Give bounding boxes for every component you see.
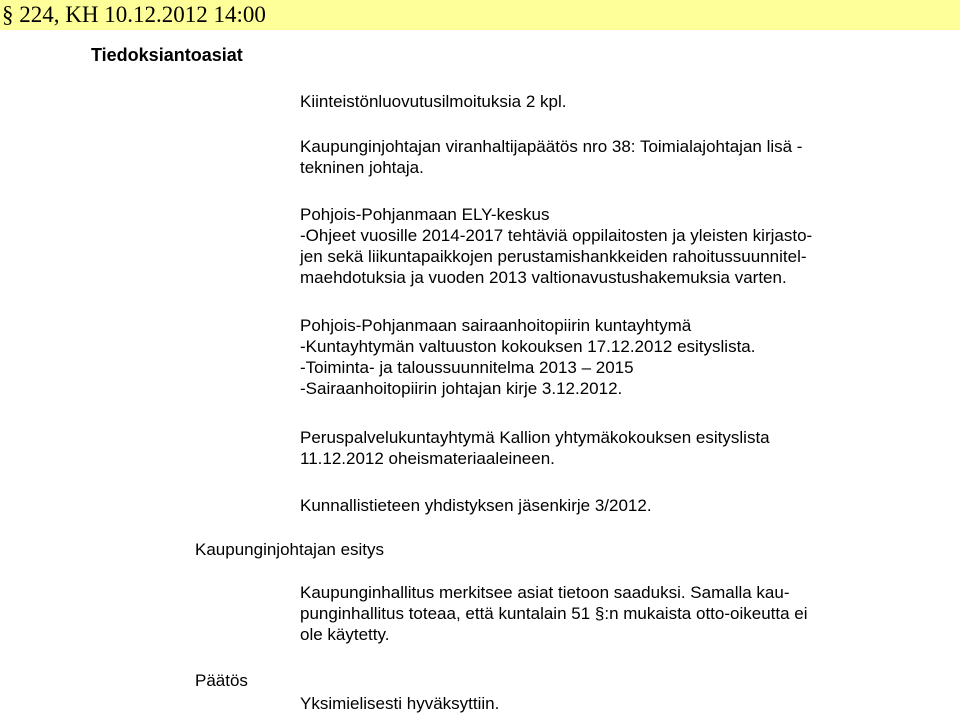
proposal-line: ole käytetty. bbox=[300, 625, 390, 644]
notice-line: -Toiminta- ja taloussuunnitelma 2013 – 2015 bbox=[300, 358, 634, 377]
proposal-label: Kaupunginjohtajan esitys bbox=[195, 540, 385, 559]
notice-item-ely-centre bbox=[300, 204, 812, 288]
notice-line: Kiinteistönluovutusilmoituksia 2 kpl. bbox=[300, 92, 567, 111]
decision-label: Päätös bbox=[195, 671, 248, 690]
notice-item-kallio-agenda bbox=[300, 427, 770, 469]
section-title: Tiedoksiantoasiat bbox=[91, 45, 243, 65]
proposal-line: punginhallitus toteaa, että kuntalain 51 §:n mukaista otto-oikeutta ei bbox=[300, 604, 808, 623]
notice-item-city-manager-decision bbox=[300, 136, 802, 178]
notice-line: -Sairaanhoitopiirin johtajan kirje 3.12.2012. bbox=[300, 379, 623, 398]
notice-item-property-transfers bbox=[300, 91, 566, 112]
proposal-text bbox=[300, 582, 808, 645]
notice-line: Kaupunginjohtajan viranhaltijapäätös nro 38: Toimialajohtajan lisä - bbox=[300, 137, 803, 156]
notice-line: maehdotuksia ja vuoden 2013 valtionavustushakemuksia varten. bbox=[300, 268, 787, 287]
proposal-line: Kaupunginhallitus merkitsee asiat tietoon saaduksi. Samalla kau- bbox=[300, 583, 790, 602]
notice-line: Pohjois-Pohjanmaan sairaanhoitopiirin kuntayhtymä bbox=[300, 316, 692, 335]
header-text: § 224, KH 10.12.2012 14:00 bbox=[2, 2, 266, 27]
decision-text: Yksimielisesti hyväksyttiin. bbox=[300, 694, 500, 713]
notice-line: Peruspalvelukuntayhtymä Kallion yhtymäkokouksen esityslista bbox=[300, 428, 770, 447]
notice-line: jen sekä liikuntapaikkojen perustamishankkeiden rahoitussuunnitel- bbox=[300, 247, 807, 266]
notice-item-hospital-district bbox=[300, 315, 756, 399]
notice-line: -Ohjeet vuosille 2014-2017 tehtäviä oppilaitosten ja yleisten kirjasto- bbox=[300, 226, 813, 245]
notice-item-newsletter bbox=[300, 495, 652, 516]
notice-line: Pohjois-Pohjanmaan ELY-keskus bbox=[300, 205, 550, 224]
notice-line: 11.12.2012 oheismateriaaleineen. bbox=[300, 449, 555, 468]
notice-line: -Kuntayhtymän valtuuston kokouksen 17.12.2012 esityslista. bbox=[300, 337, 756, 356]
notice-line: tekninen johtaja. bbox=[300, 158, 424, 177]
header-bar bbox=[0, 0, 960, 30]
notice-line: Kunnallistieteen yhdistyksen jäsenkirje 3/2012. bbox=[300, 496, 652, 515]
